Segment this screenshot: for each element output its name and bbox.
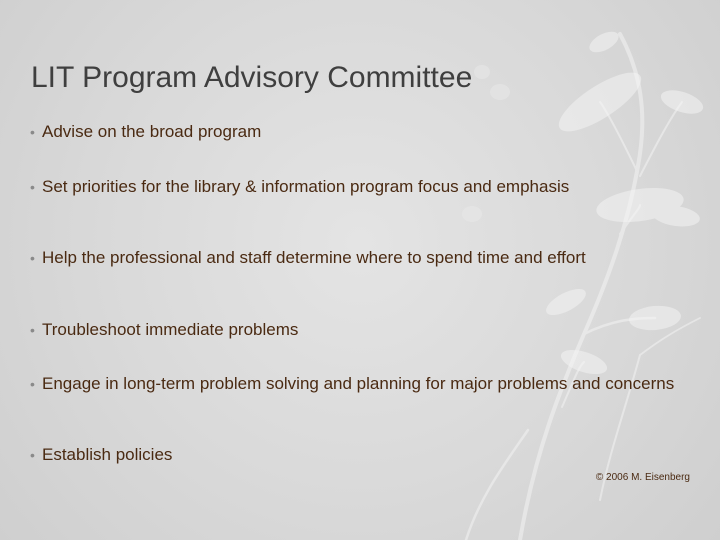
slide-title: LIT Program Advisory Committee: [31, 61, 473, 94]
bullet-text: Establish policies: [42, 445, 173, 464]
bullet-marker: •: [30, 376, 35, 392]
bullet-item: [30, 122, 682, 142]
bullet-marker: •: [30, 322, 35, 338]
bullet-text: Engage in long-term problem solving and planning for major problems and concerns: [42, 374, 675, 393]
bullet-marker: •: [30, 447, 35, 463]
bullet-marker: •: [30, 124, 35, 140]
copyright-footer: © 2006 M. Eisenberg: [595, 472, 690, 483]
bullet-item: [30, 320, 682, 340]
bullet-marker: •: [30, 250, 35, 266]
bullet-marker: •: [30, 179, 35, 195]
bullet-text: Help the professional and staff determine where to spend time and effort: [42, 248, 586, 267]
bullet-text: Troubleshoot immediate problems: [42, 320, 299, 339]
bullet-text: Advise on the broad program: [42, 122, 262, 141]
bullet-item: [30, 248, 682, 268]
bullet-text: Set priorities for the library & information program focus and emphasis: [42, 177, 570, 196]
bullet-item: [30, 374, 682, 394]
bullet-item: [30, 445, 682, 465]
bullet-item: [30, 177, 682, 197]
